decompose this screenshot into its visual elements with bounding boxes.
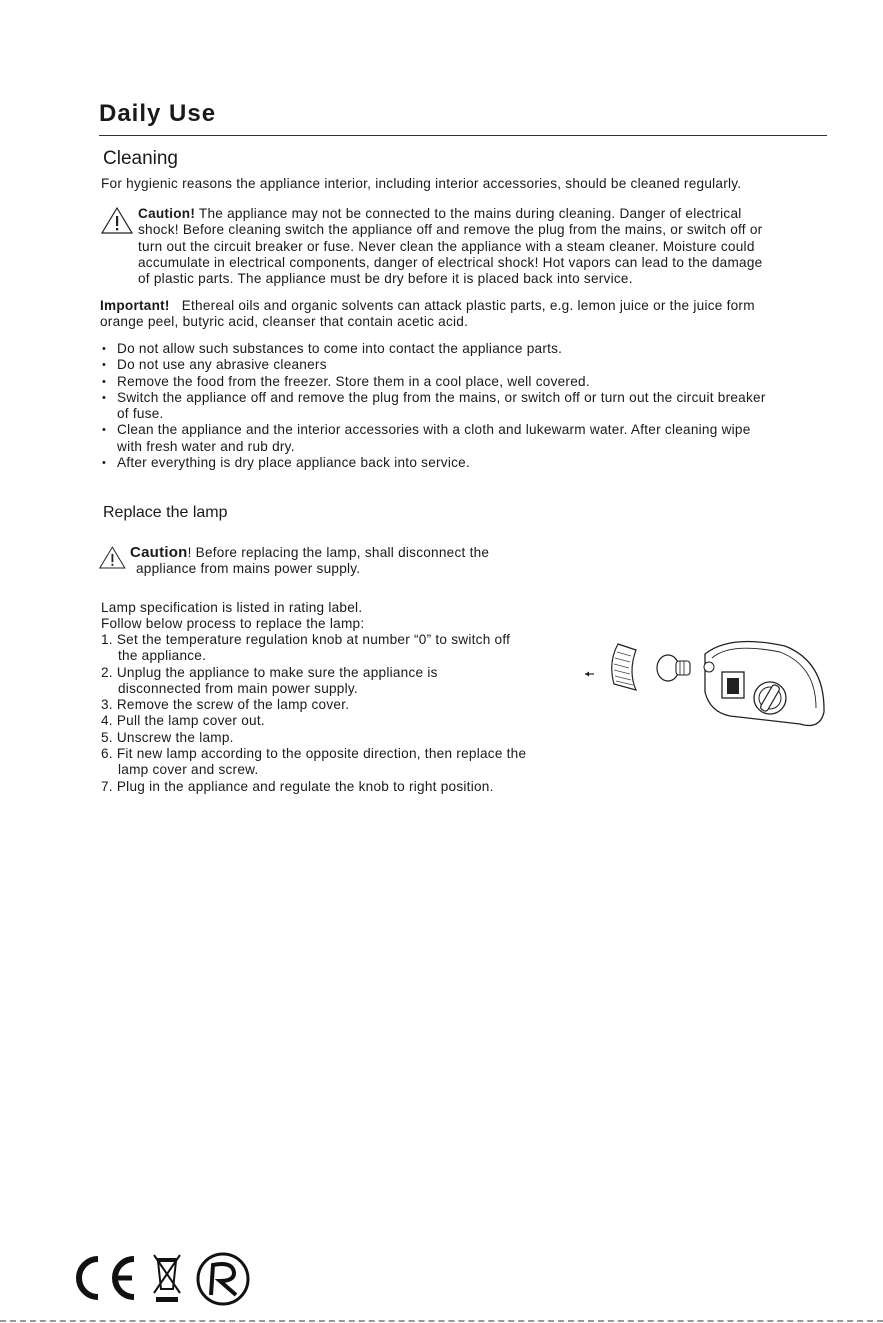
list-item: 1. Set the temperature regulation knob at number “0” to switch off (101, 632, 511, 647)
warning-icon (99, 545, 129, 571)
lamp-spec (101, 600, 364, 633)
crossed-bin-icon (154, 1255, 180, 1302)
replace-lamp-heading: Replace the lamp (103, 504, 228, 521)
list-item: • Do not use any abrasive cleaners (100, 357, 766, 373)
caution-label: Caution! (138, 206, 196, 221)
list-item: 4. Pull the lamp cover out. (101, 713, 265, 729)
page-edge-dashline (0, 1320, 883, 1322)
list-item: • Remove the food from the freezer. Store them in a cool place, well covered. (100, 374, 766, 390)
caution-line: ! Before replacing the lamp, shall disconnect the (187, 545, 490, 560)
list-item: 2. Unplug the appliance to make sure the appliance is (101, 664, 438, 680)
important-note (100, 298, 755, 331)
list-item: lamp cover and screw. (118, 762, 259, 778)
list-item: 6. Fit new lamp according to the opposite direction, then replace the (101, 746, 527, 762)
title-divider (99, 135, 827, 136)
cleaning-bullet-list (100, 341, 766, 471)
lamp-assembly-illustration (580, 632, 830, 732)
caution-line: shock! Before cleaning switch the appliance off and remove the plug from the mains, or switch off or (138, 222, 763, 238)
arrow-icon (585, 672, 594, 677)
cleaning-intro: For hygienic reasons the appliance interior, including interior accessories, should be cleaned regularly. (101, 176, 742, 191)
ce-mark-icon (79, 1259, 134, 1297)
caution-line: turn out the circuit breaker or fuse. Never clean the appliance with a steam cleaner. Moisture could (138, 238, 755, 254)
list-item: 3. Remove the screw of the lamp cover. (101, 697, 350, 713)
lamp-steps-list (101, 632, 526, 795)
important-line: Ethereal oils and organic solvents can attack plastic parts, e.g. lemon juice or the juice form (181, 298, 755, 313)
list-item: disconnected from main power supply. (118, 680, 358, 696)
lamp-housing-icon (704, 642, 824, 726)
list-item: the appliance. (118, 648, 207, 664)
caution-text (138, 206, 762, 287)
list-item: • Clean the appliance and the interior accessories with a cloth and lukewarm water. After cleaning wipe with fresh water and rub dry. (100, 422, 766, 455)
spec-line: Lamp specification is listed in rating label. (101, 600, 363, 615)
caution-line: of plastic parts. The appliance must be dry before it is placed back into service. (138, 271, 633, 287)
page-title: Daily Use (99, 100, 217, 127)
bulb-icon (657, 655, 690, 681)
rohs-icon (198, 1254, 248, 1304)
lamp-cover-icon (612, 644, 636, 690)
list-item: • Switch the appliance off and remove the plug from the mains, or switch off or turn out the circuit breaker of fuse. (100, 390, 766, 423)
caution-text (130, 545, 489, 578)
important-label: Important! (100, 298, 170, 313)
important-line: orange peel, butyric acid, cleanser that contain acetic acid. (100, 314, 469, 330)
warning-icon (101, 206, 137, 236)
list-item: 7. Plug in the appliance and regulate the knob to right position. (101, 778, 494, 794)
list-item: 5. Unscrew the lamp. (101, 729, 234, 745)
list-item: • After everything is dry place appliance back into service. (100, 455, 766, 471)
caution-line: accumulate in electrical components, danger of electrical shock! Hot vapors can lead to the damage (138, 254, 763, 270)
list-item: • Do not allow such substances to come into contact the appliance parts. (100, 341, 766, 357)
spec-line: Follow below process to replace the lamp: (101, 616, 365, 632)
certification-logos (68, 1247, 258, 1311)
caution-line: The appliance may not be connected to the mains during cleaning. Danger of electrical (195, 206, 742, 221)
cleaning-heading: Cleaning (103, 148, 178, 169)
caution-label: Caution (130, 544, 188, 561)
caution-line: appliance from mains power supply. (136, 561, 361, 577)
